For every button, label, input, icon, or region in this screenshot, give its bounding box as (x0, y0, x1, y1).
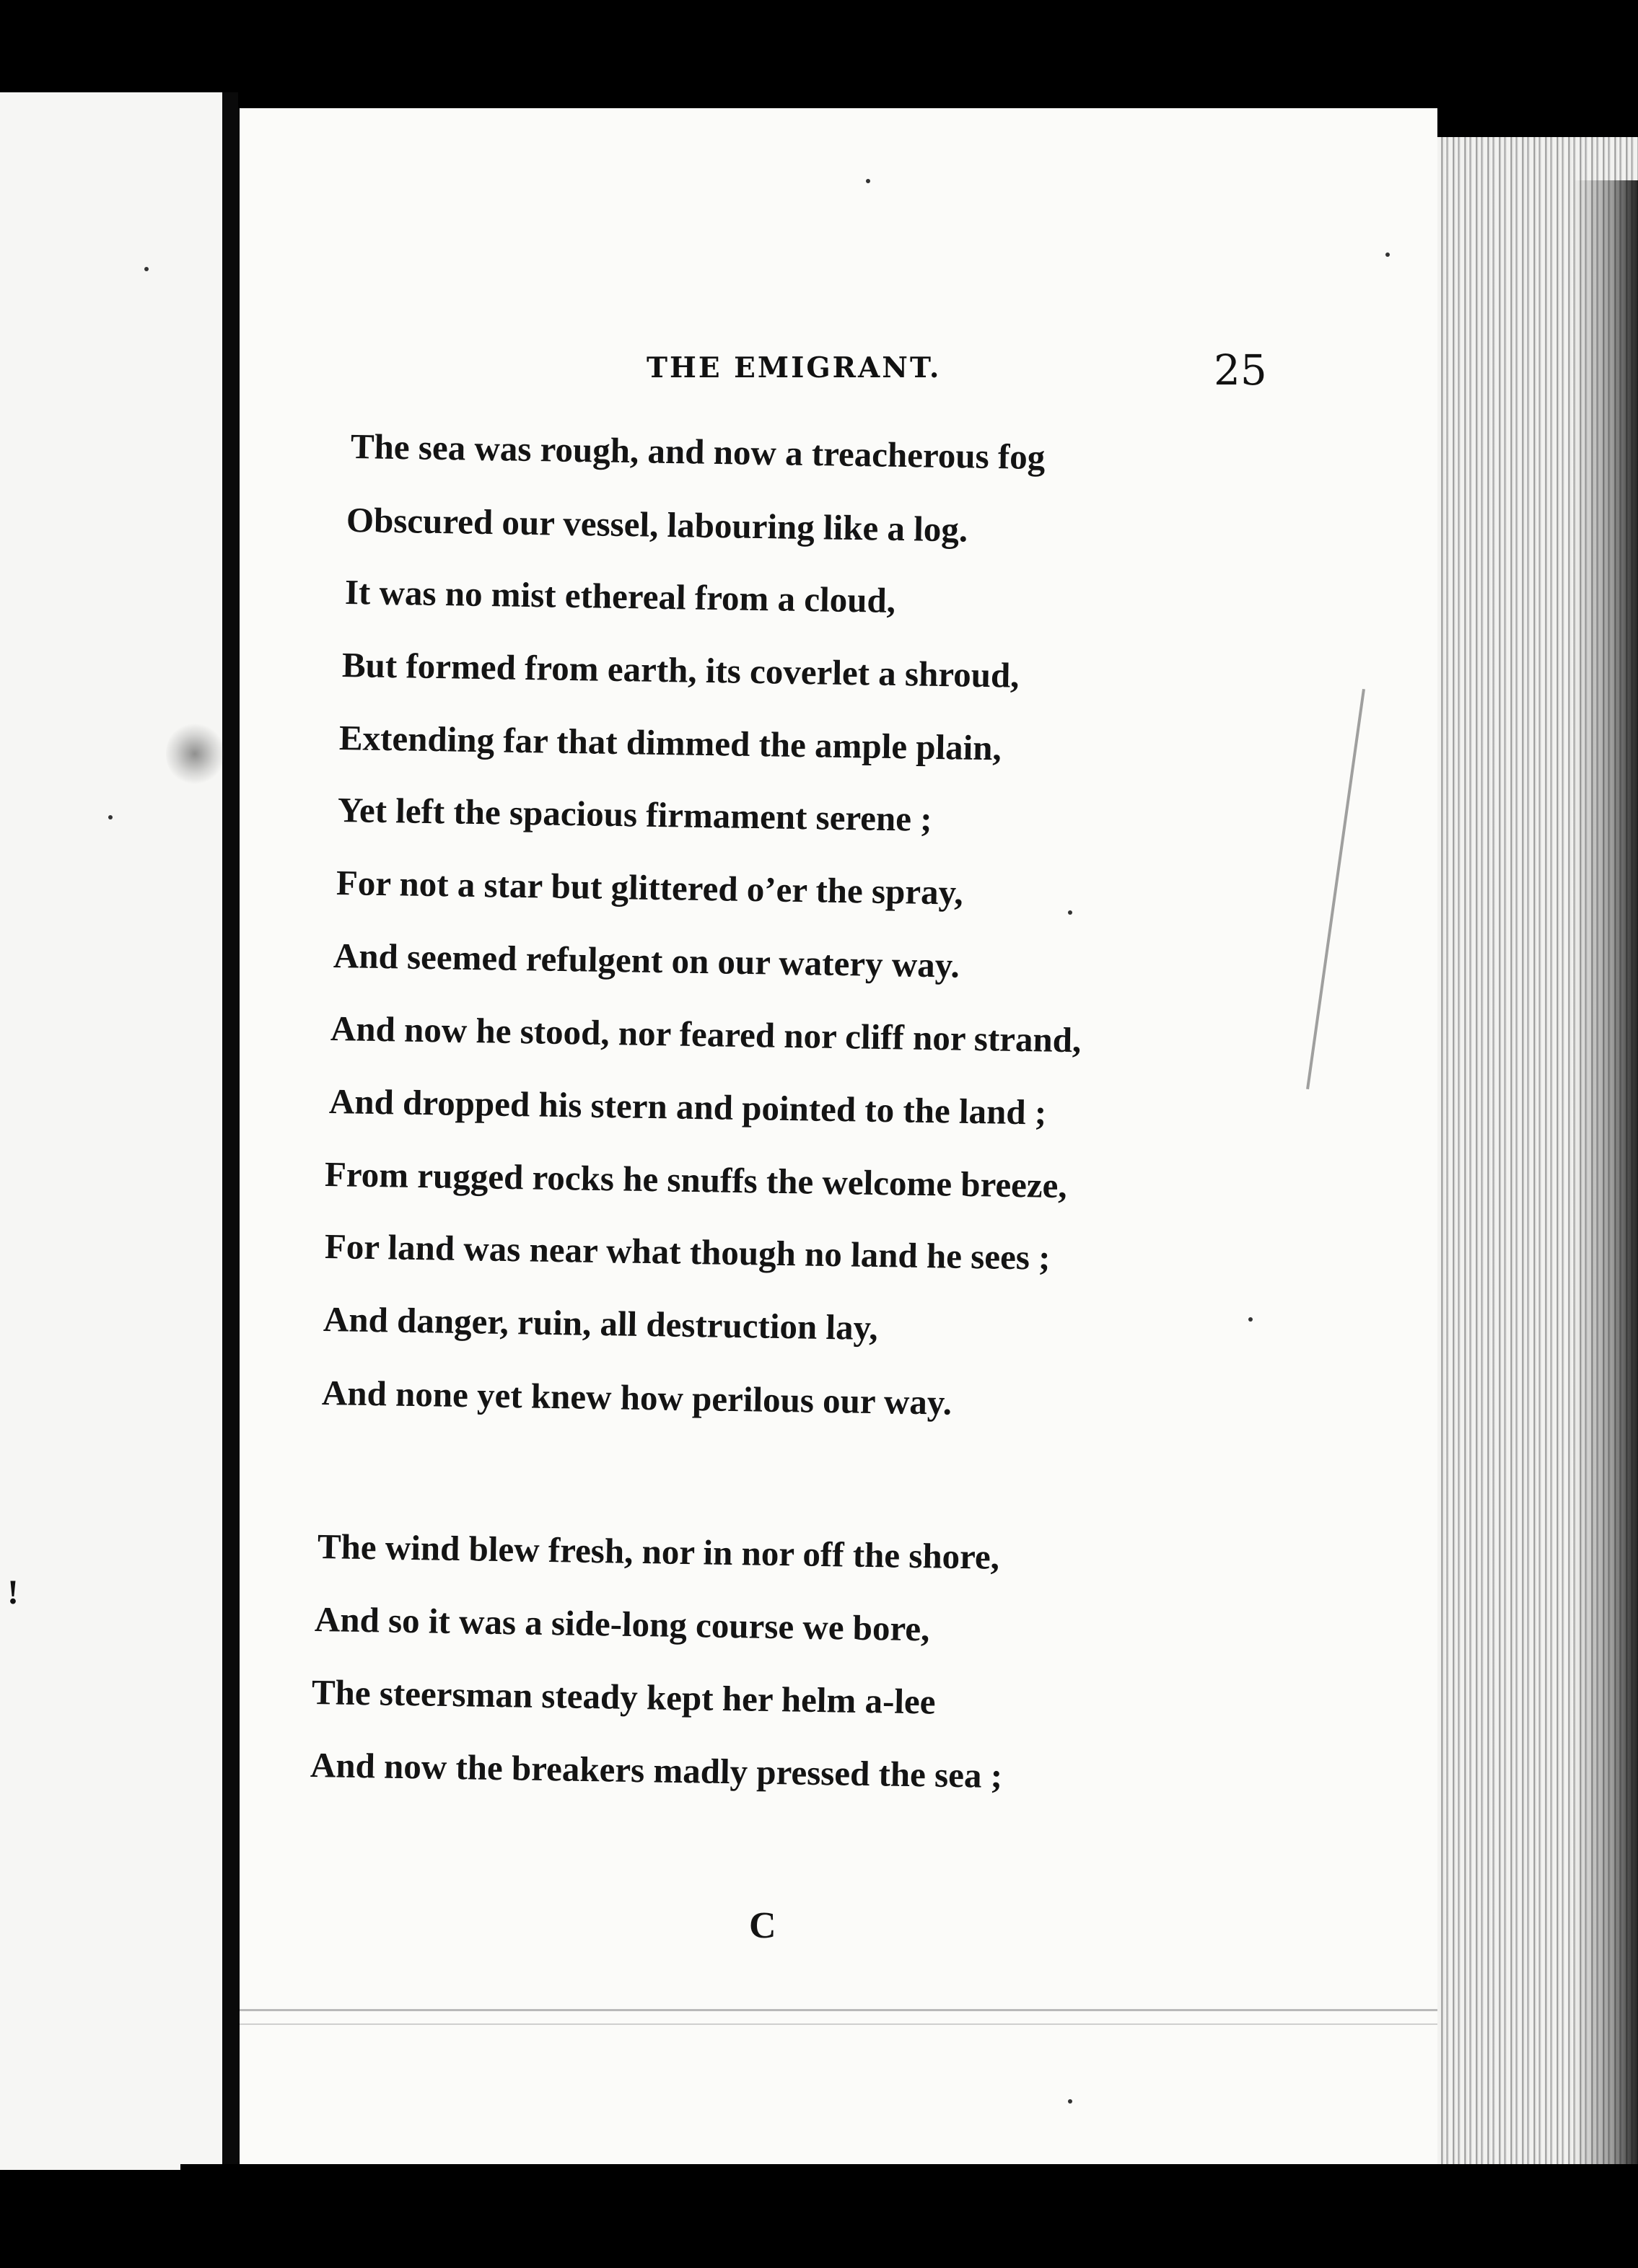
poem-line: And dropped his stern and pointed to the land ; (328, 1081, 1047, 1133)
poem-line: And danger, ruin, all destruction lay, (323, 1299, 879, 1348)
facing-page-mark: ! (7, 1573, 19, 1612)
poem-line: The steersman steady kept her helm a-lee (311, 1672, 936, 1722)
page-fold-line (240, 2009, 1638, 2011)
poem-line: And now he stood, nor feared nor cliff nor strand, (330, 1008, 1082, 1060)
poem-line: From rugged rocks he snuffs the welcome breeze, (324, 1154, 1068, 1206)
poem-line: Obscured our vessel, labouring like a log. (346, 500, 968, 550)
poem-line: But formed from earth, its coverlet a shroud, (341, 645, 1020, 695)
poem-line: And now the breakers madly pressed the sea ; (310, 1745, 1003, 1796)
ink-blot (166, 721, 224, 786)
page-fold-line-secondary (240, 2023, 1638, 2025)
scan-bottom-shadow (180, 2164, 1638, 2268)
poem-line: It was no mist ethereal from a cloud, (344, 572, 896, 620)
poem-line: The wind blew fresh, nor in nor off the shore, (317, 1526, 1000, 1577)
running-head: THE EMIGRANT. (647, 351, 942, 384)
facing-page (0, 92, 227, 2170)
page-number: 25 (1214, 346, 1267, 395)
poem-line: For land was near what though no land he sees ; (324, 1226, 1051, 1278)
poem-line: For not a star but glittered o’er the spray, (336, 863, 964, 913)
poem-line: And so it was a side-long course we bore, (314, 1599, 930, 1649)
poem-line: Extending far that dimmed the ample plain, (338, 718, 1002, 768)
poem-line: The sea was rough, and now a treacherous fog (350, 426, 1046, 478)
poem-line: And none yet knew how perilous our way. (321, 1373, 952, 1423)
page-header (0, 346, 1638, 395)
poem-line: And seemed refulgent on our watery way. (333, 936, 960, 985)
poem-line: Yet left the spacious firmament serene ; (337, 790, 933, 839)
book-gutter (222, 92, 238, 2228)
signature-mark: C (749, 1905, 776, 1946)
page-edge-shadow (1573, 180, 1638, 2186)
